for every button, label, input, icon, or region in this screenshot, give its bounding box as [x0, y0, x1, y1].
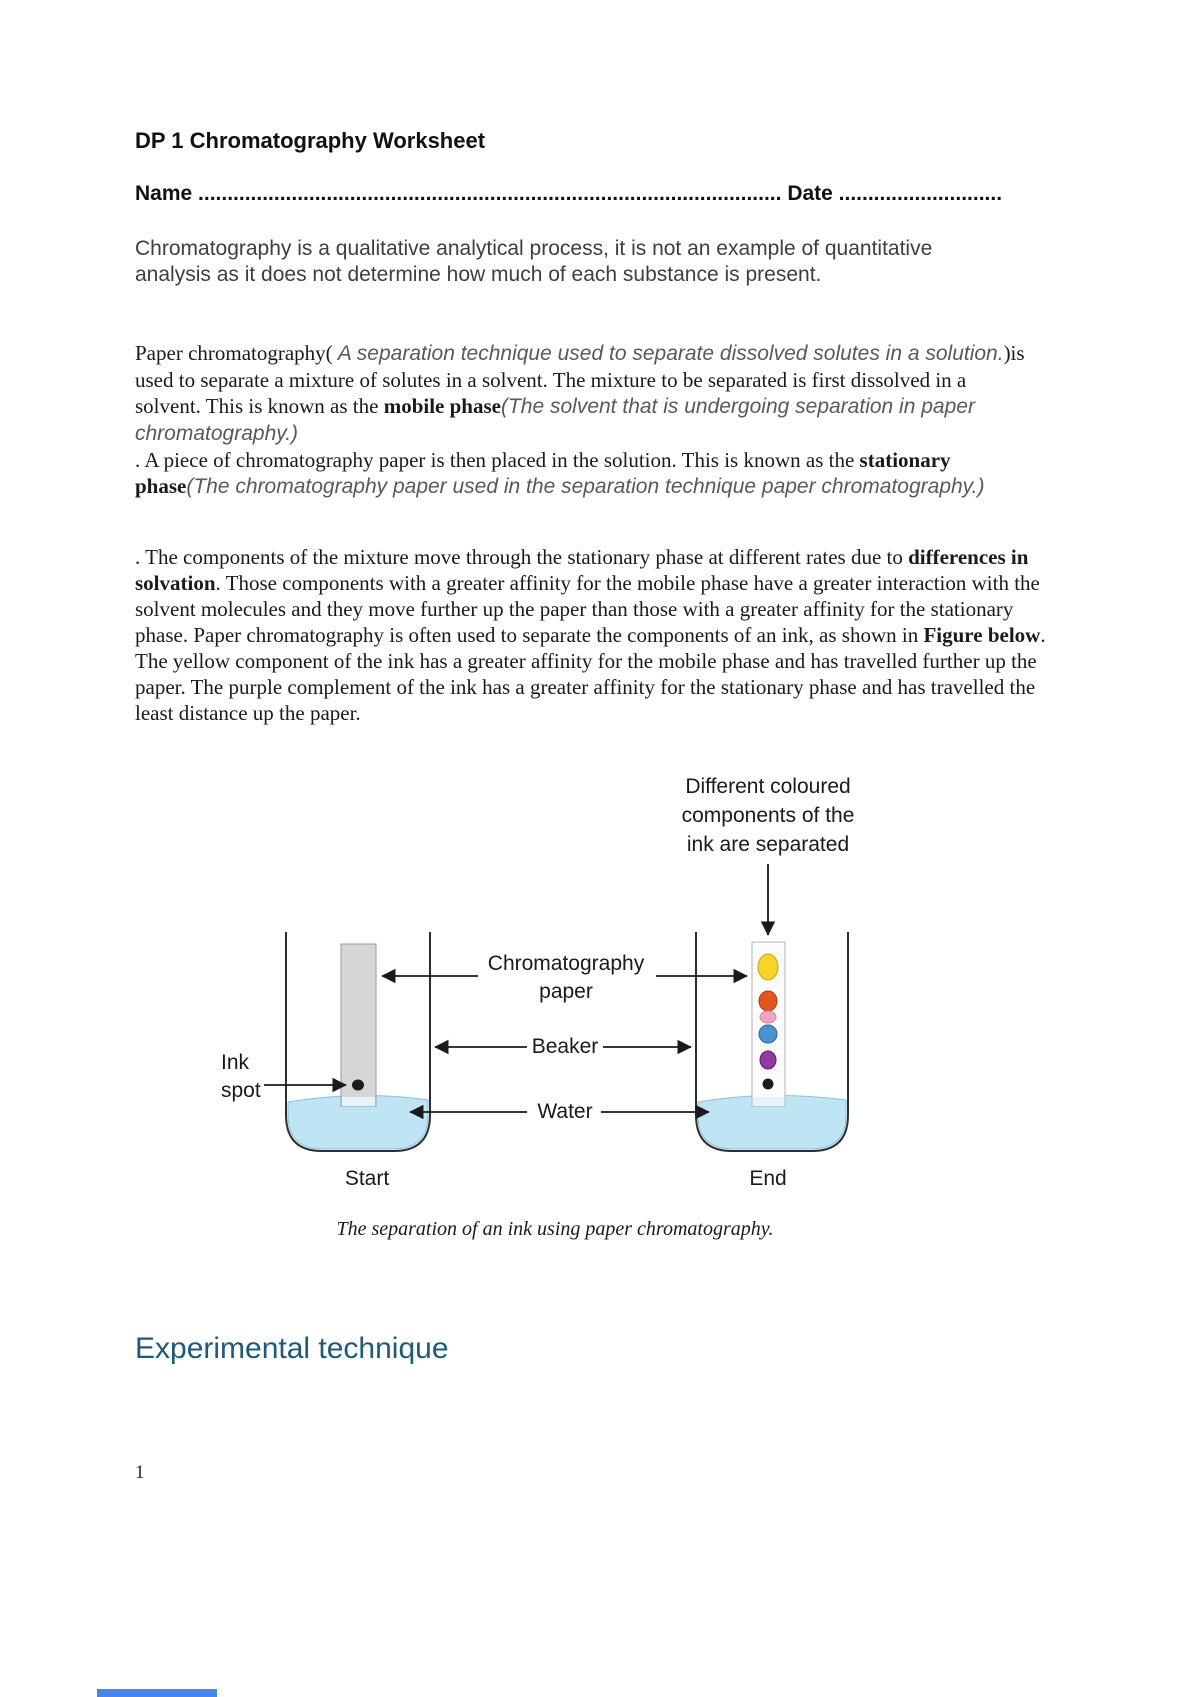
- spot-blue: [759, 1025, 777, 1043]
- components-paragraph: [135, 544, 1070, 726]
- definition-segment: (The chromatography paper used in the separation technique paper chromatography.): [186, 475, 985, 498]
- left-paper-submerged: [342, 1097, 375, 1106]
- figure-label-components: Different coloured components of the ink are separated: [681, 775, 855, 856]
- text-segment: . Those components with a greater affinity for the mobile phase have a greater interaction with the solvent molecules and they move further up the paper than those with a greater affinity for the stationary phase. Paper chromatography is often used to separate the components of an ink, as shown in: [135, 571, 1040, 647]
- name-date-line: Name .................................................................................................... Date ............................: [135, 182, 1003, 205]
- text-segment: )is used to separate a mixture of solutes in a solvent. The mixture to be separated is first dissolved in a solvent. This is known as the: [135, 341, 1025, 418]
- chromatography-figure: [0, 760, 1200, 1215]
- figure-label-start: Start: [344, 1167, 390, 1190]
- differences-in-solvation-term: differences in solvation: [135, 545, 1029, 595]
- definition-segment: (The solvent that is undergoing separation in paper chromatography.): [135, 395, 975, 445]
- spot-yellow: [758, 954, 778, 980]
- figure-caption: The separation of an ink using paper chromatography.: [336, 1218, 774, 1240]
- experimental-technique-heading: Experimental technique: [135, 1332, 449, 1365]
- right-paper-submerged: [753, 1097, 784, 1106]
- next-page-element-partial: [97, 1689, 217, 1697]
- stationary-phase-term: stationary phase: [135, 448, 951, 498]
- figure-label-end: End: [749, 1167, 787, 1190]
- document-title: DP 1 Chromatography Worksheet: [135, 128, 486, 153]
- text-segment: Paper chromatography(: [135, 341, 333, 365]
- spot-black-bottom: [763, 1079, 774, 1090]
- ink-spot-dot: [352, 1080, 364, 1091]
- text-segment: . A piece of chromatography paper is then placed in the solution. This is known as the: [135, 448, 860, 472]
- figure-below-term: Figure below: [923, 623, 1041, 647]
- text-segment: . The components of the mixture move through the stationary phase at different rates due to: [135, 545, 909, 569]
- figure-label-beaker: Beaker: [531, 1035, 599, 1058]
- mobile-phase-term: mobile phase: [383, 394, 501, 418]
- spot-orange: [759, 991, 777, 1011]
- definition-segment: A separation technique used to separate dissolved solutes in a solution.: [332, 342, 1004, 365]
- intro-paragraph: Chromatography is a qualitative analytical process, it is not an example of quantitative analysis as it does not determine how much of each substance is present.: [135, 237, 933, 286]
- page-number: 1: [135, 1462, 145, 1483]
- figure-label-ink-spot: Ink spot: [221, 1051, 261, 1102]
- text-segment: . The yellow component of the ink has a greater affinity for the mobile phase and has travelled further up the paper. The purple complement of the ink has a greater affinity for the stationary phase and has travelled the least distance up the paper.: [135, 623, 1046, 725]
- figure-label-water: Water: [537, 1100, 593, 1123]
- spot-purple: [760, 1051, 776, 1069]
- paper-chromatography-paragraph: [135, 340, 1035, 500]
- figure-label-chromatography-paper: Chromatography paper: [487, 952, 645, 1003]
- spot-pink: [760, 1011, 776, 1023]
